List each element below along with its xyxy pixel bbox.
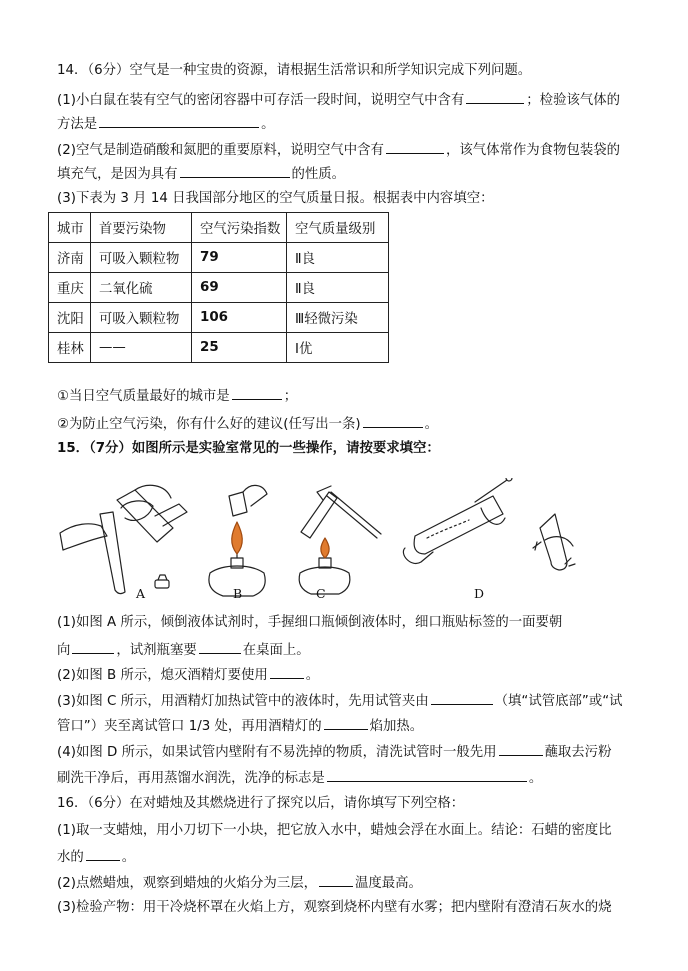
table-cell: 济南 [49,243,91,273]
answer-blank[interactable] [232,386,282,400]
q14-header-text: 14．（6分）空气是一种宝贵的资源，请根据生活常识和所学知识完成下列问题。 [57,63,532,78]
q16-header-text: 16．（6分）在对蜡烛及其燃烧进行了探究以后，请你填写下列空格： [57,796,465,811]
text: ，该气体常作为食物包装袋的 [445,143,621,158]
table-header-row [49,213,389,243]
table-cell: 桂林 [49,333,91,363]
answer-blank[interactable] [324,716,368,730]
answer-blank[interactable] [270,665,304,679]
q15-part1-line2 [57,640,310,660]
q16-header [57,795,464,813]
table-cell: 79 [192,243,287,273]
answer-blank[interactable] [466,90,524,104]
text: 。 [261,117,275,132]
q16-part1-line1 [57,822,612,840]
answer-blank[interactable] [199,640,241,654]
q14-part3 [57,190,494,208]
q15-header [57,440,440,458]
text: 。 [121,850,136,865]
text: 填充气，是因为具有 [57,167,178,182]
q14-sub1 [57,386,297,406]
table-cell: Ⅰ优 [287,333,389,363]
text: (3)如图 C 所示，用酒精灯加热试管中的液体时，先用试管夹由 [57,694,429,709]
q15-part4-line2 [57,768,542,788]
text: (3)下表为 3 月 14 日我国部分地区的空气质量日报。根据表中内容填空： [57,191,494,206]
text: 刷洗干净后，再用蒸馏水润洗，洗净的标志是 [57,771,325,786]
table-cell: Ⅱ良 [287,273,389,303]
q15-header-text: 15．（7分）如图所示是实验室常见的一些操作，请按要求填空： [57,441,440,456]
table-cell: —— [91,333,192,363]
text: ； [283,389,298,404]
table-cell: Ⅲ轻微污染 [287,303,389,333]
text: 管口”）夹至离试管口 1/3 处，再用酒精灯的 [57,719,322,734]
table-row [49,333,389,363]
answer-blank[interactable] [431,691,493,705]
table-cell: 重庆 [49,273,91,303]
q14-header [57,62,531,80]
text: (2)空气是制造硝酸和氮肥的重要原料，说明空气中含有 [57,143,384,158]
answer-blank[interactable] [319,873,353,887]
table-cell: 沈阳 [49,303,91,333]
q15-part4-line1 [57,742,611,762]
answer-blank[interactable] [72,640,114,654]
figure-b-lamp [209,485,267,596]
figure-label-c: C [316,586,326,601]
table-cell: 25 [192,333,287,363]
answer-blank[interactable] [386,140,444,154]
q15-part1-line1 [57,614,562,632]
air-quality-table [48,212,389,363]
q16-part2 [57,873,422,893]
table-row [49,303,389,333]
table-cell: 可吸入颗粒物 [91,303,192,333]
text: 。 [305,668,320,683]
text: 方法是 [57,117,98,132]
figure-a-pouring [60,485,187,593]
q14-part1-line1 [57,90,620,110]
table-header-cell: 空气质量级别 [287,213,389,243]
table-cell: 69 [192,273,287,303]
answer-blank[interactable] [327,768,527,782]
text: ①当日空气质量最好的城市是 [57,389,230,404]
table-header-cell: 城市 [49,213,91,243]
q15-part3-line2 [57,716,423,736]
table-cell: Ⅱ良 [287,243,389,273]
text: （填“试管底部”或“试 [494,694,623,709]
table-row [49,273,389,303]
text: 温度最高。 [355,876,422,891]
text: 向 [57,643,71,658]
table-header-cell: 首要污染物 [91,213,192,243]
q14-sub2 [57,414,438,434]
table-cell: 106 [192,303,287,333]
answer-blank[interactable] [499,742,543,756]
text: 的性质。 [291,167,346,182]
text: (1)如图 A 所示，倾倒液体试剂时，手握细口瓶倾倒液体时，细口瓶贴标签的一面要朝 [57,615,563,630]
text: 在桌面上。 [242,643,310,658]
q16-part1-line2 [57,847,135,867]
text: (3)检验产物：用干冷烧杯罩在火焰上方，观察到烧杯内壁有水雾；把内壁附有澄清石灰水的烧 [57,900,612,915]
text: ；检验该气体的 [526,93,621,108]
table-cell: 二氧化硫 [91,273,192,303]
table-cell: 可吸入颗粒物 [91,243,192,273]
answer-blank[interactable] [363,414,423,428]
text: 。 [424,417,439,432]
table-row [49,243,389,273]
answer-blank[interactable] [99,114,259,128]
text: (2)点燃蜡烛，观察到蜡烛的火焰分为三层， [57,876,317,891]
text: (2)如图 B 所示，熄灭酒精灯要使用 [57,668,268,683]
text: (4)如图 D 所示，如果试管内壁附有不易洗掉的物质，清洗试管时一般先用 [57,745,497,760]
answer-blank[interactable] [86,847,120,861]
figure-d-cleaning [403,478,575,570]
q15-part3-line1 [57,691,623,711]
figure-label-d: D [474,586,485,601]
text: 焰加热。 [369,719,424,734]
text: ，试剂瓶塞要 [116,643,197,658]
table-header-cell: 空气污染指数 [192,213,287,243]
figure-label-b: B [233,586,243,601]
text: (1)取一支蜡烛，用小刀切下一小块，把它放入水中，蜡烛会浮在水面上。结论：石蜡的密度比 [57,823,612,838]
q14-part2-line1 [57,140,620,160]
q14-part1-line2 [57,114,275,134]
text: 水的 [57,850,84,865]
q16-part3 [57,899,612,917]
text: 。 [528,771,543,786]
text: 蘸取去污粉 [544,745,612,760]
figure-c-heating [299,486,381,594]
q14-part2-line2 [57,164,345,184]
q15-part2 [57,665,319,685]
answer-blank[interactable] [180,164,290,178]
text: (1)小白鼠在装有空气的密闭容器中可存活一段时间，说明空气中含有 [57,93,465,108]
text: ②为防止空气污染，你有什么好的建议(任写出一条) [57,417,361,432]
figure-label-a: A [136,586,146,601]
